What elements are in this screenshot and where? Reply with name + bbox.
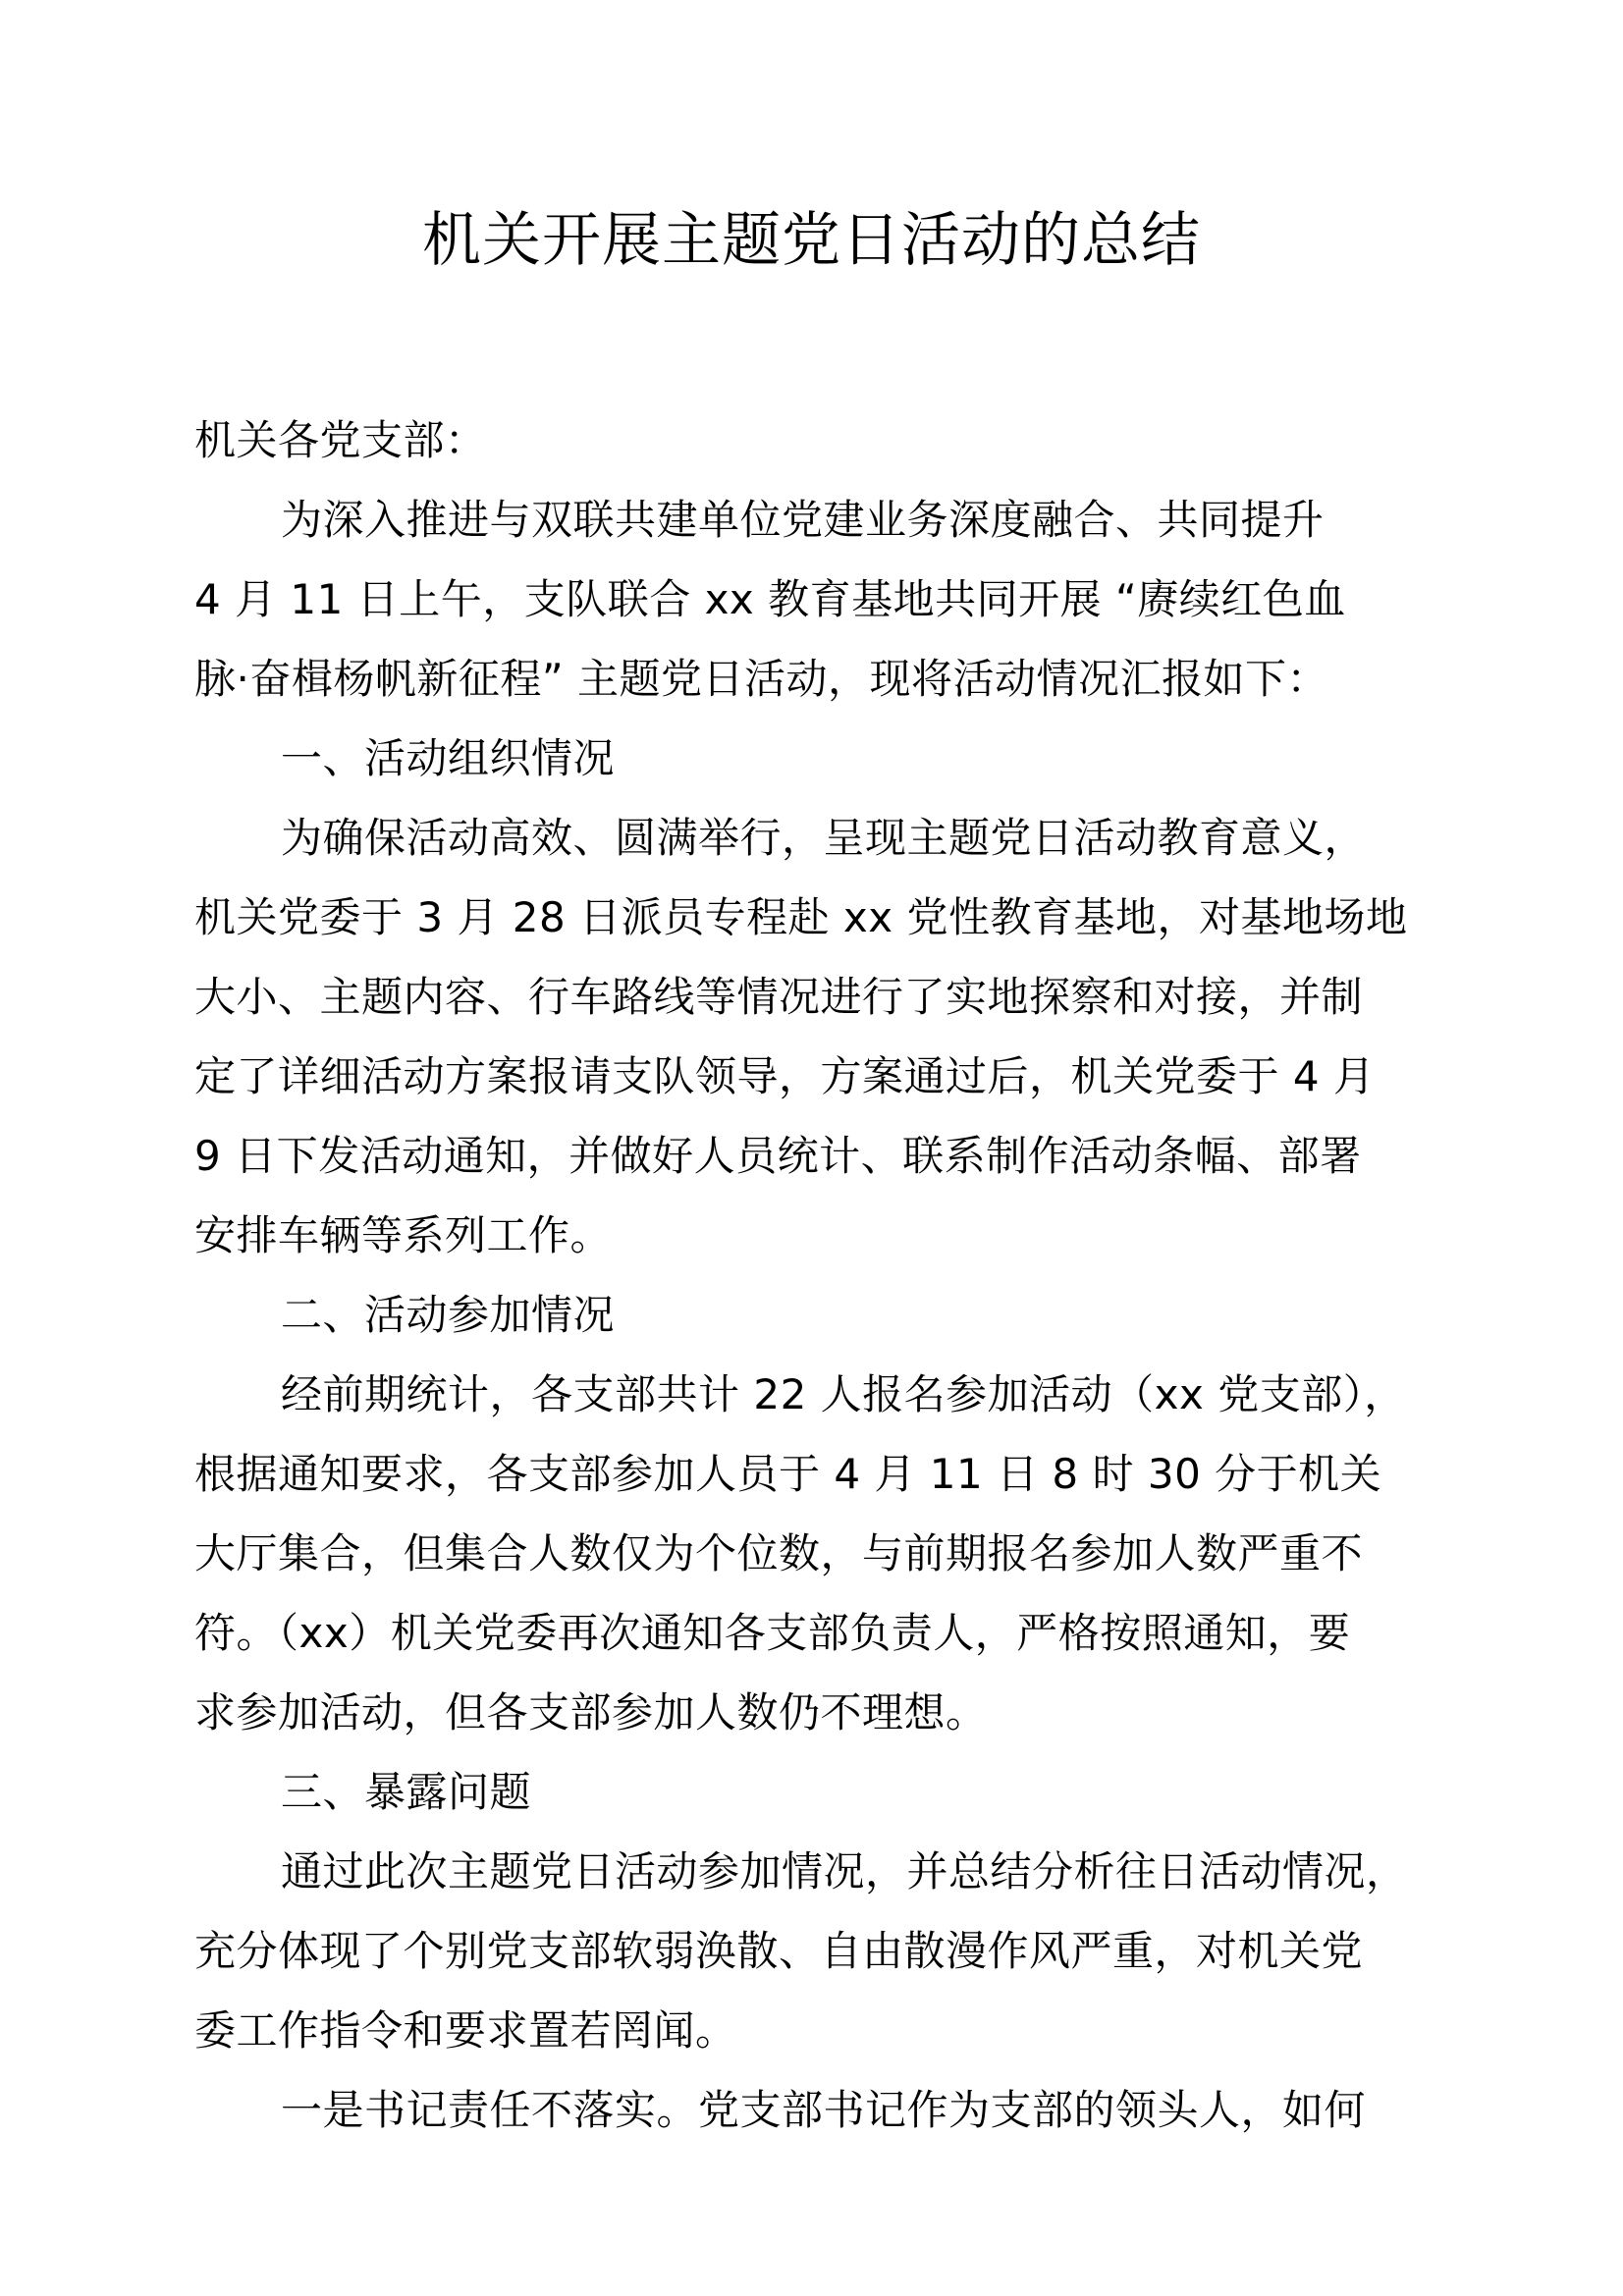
paragraph-line: 为确保活动高效、圆满举行，呈现主题党日活动教育意义， — [281, 814, 1367, 862]
paragraph-line: 机关党委于 3 月 28 日派员专程赴 xx 党性教育基地，对基地场地 — [194, 893, 1408, 941]
section-heading-1: 一、活动组织情况 — [281, 734, 616, 782]
paragraph-line: 脉·奋楫杨帆新征程” 主题党日活动，现将活动情况汇报如下： — [194, 655, 1328, 703]
paragraph-line: 委工作指令和要求置若罔闻。 — [194, 2006, 737, 2055]
paragraph-line: 符。（xx）机关党委再次通知各支部负责人，严格按照通知，要 — [194, 1609, 1351, 1657]
paragraph-line: 一是书记责任不落实。党支部书记作为支部的领头人，如何 — [281, 2086, 1367, 2134]
paragraph-line: 经前期统计，各支部共计 22 人报名参加活动（xx 党支部）， — [281, 1370, 1406, 1418]
salutation: 机关各党支部： — [194, 416, 487, 464]
paragraph-line: 定了详细活动方案报请支队领导，方案通过后，机关党委于 4 月 — [194, 1052, 1376, 1100]
paragraph-line: 求参加活动，但各支部参加人数仍不理想。 — [194, 1688, 988, 1736]
paragraph-line: 充分体现了个别党支部软弱涣散、自由散漫作风严重，对机关党 — [194, 1927, 1364, 1975]
paragraph-line: 为深入推进与双联共建单位党建业务深度融合、共同提升 — [281, 496, 1325, 544]
document-title: 机关开展主题党日活动的总结 — [422, 206, 1201, 275]
paragraph-line: 大厅集合，但集合人数仅为个位数，与前期报名参加人数严重不 — [194, 1529, 1364, 1577]
paragraph-line: 通过此次主题党日活动参加情况，并总结分析往日活动情况， — [281, 1847, 1408, 1896]
paragraph-line: 安排车辆等系列工作。 — [194, 1211, 613, 1259]
paragraph-line: 大小、主题内容、行车路线等情况进行了实地探察和对接，并制 — [194, 973, 1364, 1021]
paragraph-line: 根据通知要求，各支部参加人员于 4 月 11 日 8 时 30 分于机关 — [194, 1450, 1382, 1498]
section-heading-3: 三、暴露问题 — [281, 1768, 532, 1816]
paragraph-line: 4 月 11 日上午，支队联合 xx 教育基地共同开展 “赓续红色血 — [194, 575, 1346, 623]
paragraph-line: 9 日下发活动通知，并做好人员统计、联系制作活动条幅、部署 — [194, 1132, 1362, 1180]
section-heading-2: 二、活动参加情况 — [281, 1291, 616, 1339]
